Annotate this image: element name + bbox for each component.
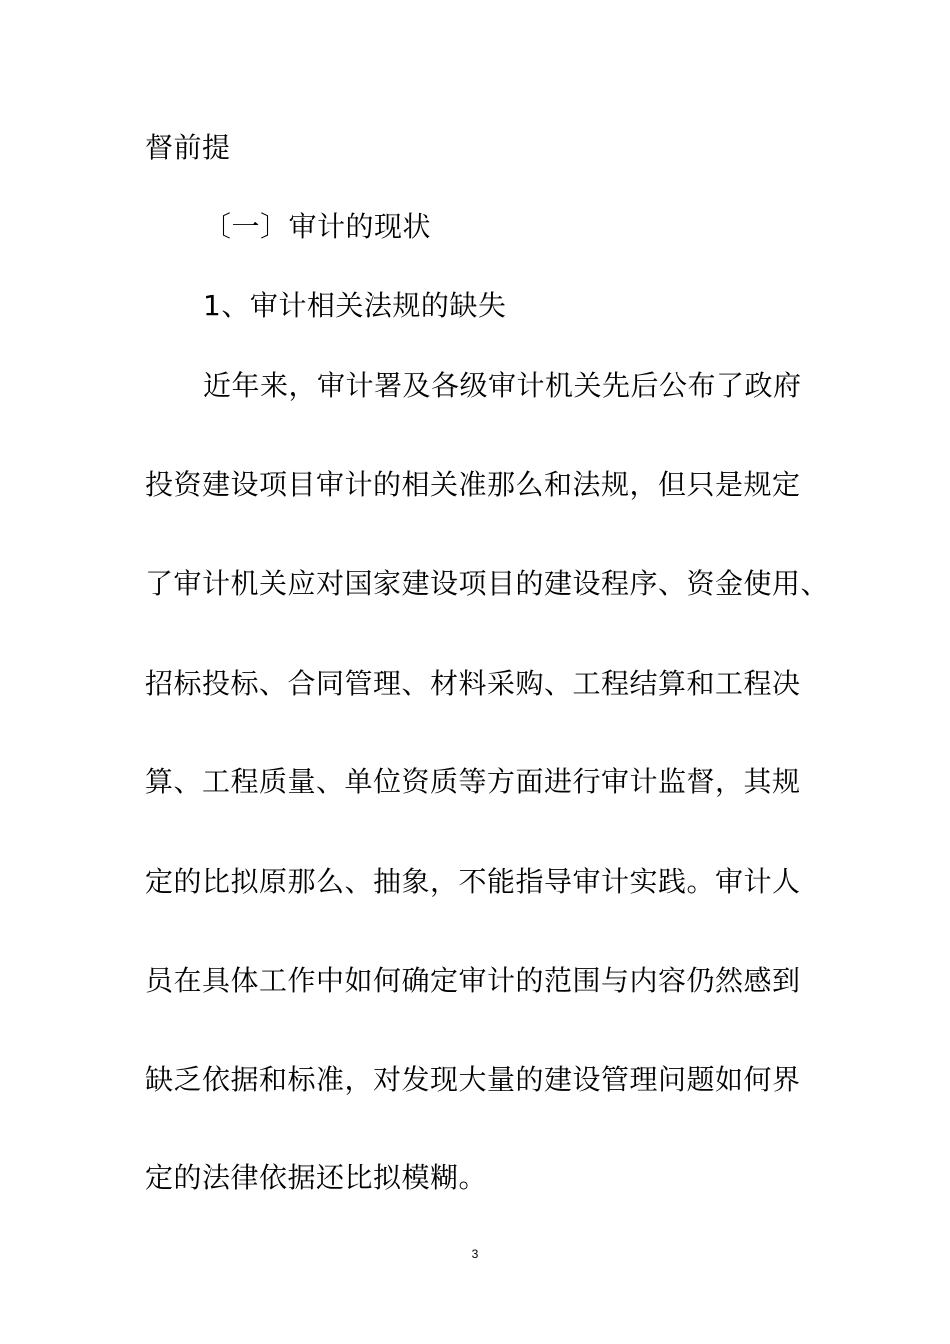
paragraph-line: 招标投标、合同管理、材料采购、工程结算和工程决: [145, 667, 801, 700]
section-heading: 〔一〕审计的现状: [203, 210, 432, 243]
subsection-heading: 1、审计相关法规的缺失: [203, 289, 507, 322]
paragraph-line: 了审计机关应对国家建设项目的建设程序、资金使用、: [145, 567, 830, 600]
paragraph-line: 员在具体工作中如何确定审计的范围与内容仍然感到: [145, 964, 801, 997]
paragraph-line: 定的法律依据还比拟模糊。: [145, 1161, 488, 1194]
text-line-continuation: 督前提: [145, 131, 231, 164]
paragraph-line: 投资建设项目审计的相关准那么和法规，但只是规定: [145, 468, 801, 501]
paragraph-line: 定的比拟原那么、抽象，不能指导审计实践。审计人: [145, 865, 801, 898]
paragraph-line: 缺乏依据和标准，对发现大量的建设管理问题如何界: [145, 1063, 801, 1096]
paragraph-line: 近年来，审计署及各级审计机关先后公布了政府: [203, 369, 802, 402]
page-number: 3: [471, 1247, 479, 1261]
paragraph-line: 算、工程质量、单位资质等方面进行审计监督，其规: [145, 765, 801, 798]
